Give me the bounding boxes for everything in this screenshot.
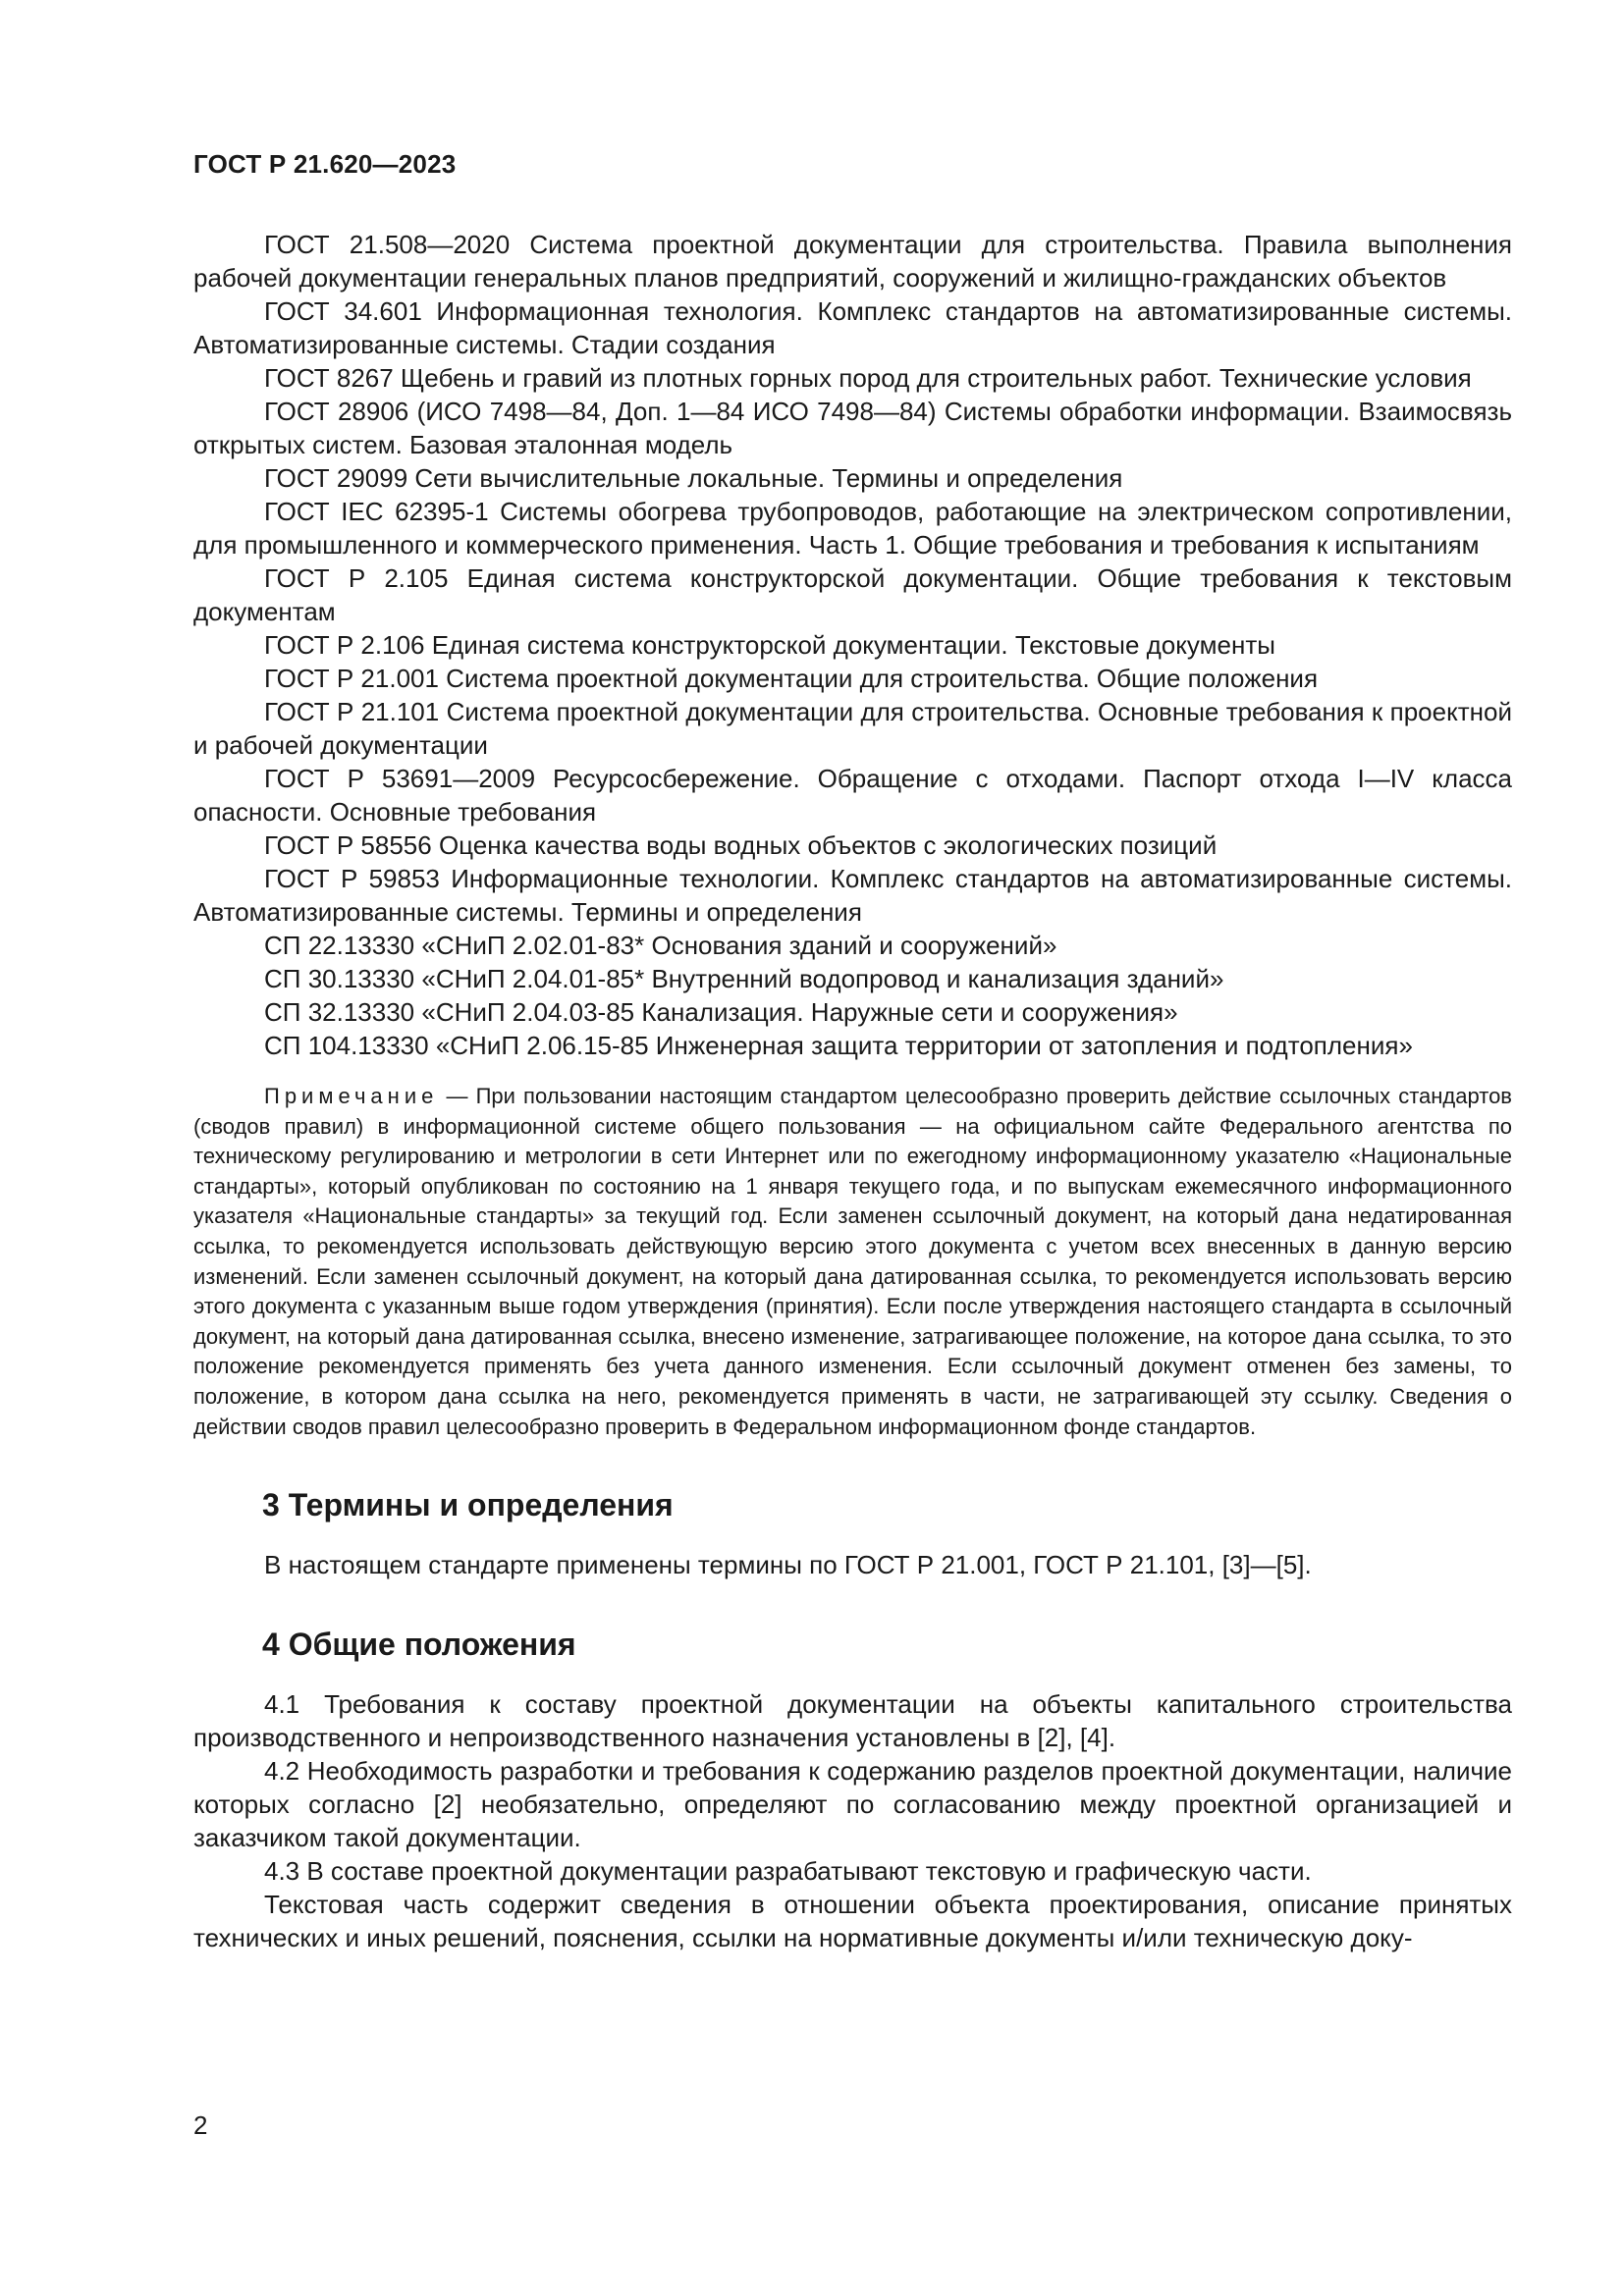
reference-item: ГОСТ 34.601 Информационная технология. Комплекс стандартов на автоматизированные системы. Автоматизированные системы. Стадии создания	[193, 296, 1512, 359]
reference-item: ГОСТ Р 59853 Информационные технологии. Комплекс стандартов на автоматизированные системы. Автоматизированные системы. Термины и определения	[193, 864, 1512, 927]
normative-references-list	[193, 228, 1512, 1062]
note-text: — При пользовании настоящим стандартом целесообразно проверить действие ссылочных стандартов (сводов правил) в информационной системе общего пользования — на официальном сайте Федерального агентства по техническому регулированию и метрологии в сети Интернет или по ежегодному информационному указателю «Национальные стандарты», который опубликован по состоянию на 1 января текущего года, и по выпускам ежемесячного информационного указателя «Национальные стандарты» за текущий год. Если заменен ссылочный документ, на который дана недатированная ссылка, то рекомендуется использовать действующую версию этого документа с учетом всех внесенных в данную версию изменений. Если заменен ссылочный документ, на который дана датированная ссылка, то рекомендуется использовать версию этого документа с указанным выше годом утверждения (принятия). Если после утверждения настоящего стандарта в ссылочный документ, на который дана датированная ссылка, внесено изменение, затрагивающее положение, на которое дана ссылка, то это положение рекомендуется применять без учета данного изменения. Если ссылочный документ отменен без замены, то положение, в котором дана ссылка на него, рекомендуется применять в части, не затрагивающей эту ссылку. Сведения о действии сводов правил целесообразно проверить в Федеральном информационном фонде стандартов.	[193, 1084, 1512, 1439]
page-content	[193, 228, 1512, 1954]
reference-item: ГОСТ Р 53691—2009 Ресурсосбережение. Обращение с отходами. Паспорт отхода I—IV класса опасности. Основные требования	[193, 764, 1512, 827]
reference-item: ГОСТ Р 2.106 Единая система конструкторской документации. Текстовые документы	[264, 630, 1275, 660]
reference-item: ГОСТ Р 58556 Оценка качества воды водных объектов с экологических позиций	[264, 830, 1218, 860]
reference-item: ГОСТ Р 2.105 Единая система конструкторской документации. Общие требования к текстовым документам	[193, 563, 1512, 626]
note-label: Примечание	[264, 1084, 439, 1108]
page-number: 2	[193, 2110, 208, 2140]
reference-item: ГОСТ 28906 (ИСО 7498—84, Доп. 1—84 ИСО 7498—84) Системы обработки информации. Взаимосвязь открытых систем. Базовая эталонная модель	[193, 397, 1512, 459]
reference-item: ГОСТ 29099 Сети вычислительные локальные. Термины и определения	[264, 463, 1123, 493]
reference-item: ГОСТ 21.508—2020 Система проектной документации для строительства. Правила выполнения рабочей документации генеральных планов предприятий, сооружений и жилищно-гражданских объектов	[193, 230, 1512, 293]
reference-item: ГОСТ Р 21.101 Система проектной документации для строительства. Основные требования к проектной и рабочей документации	[193, 697, 1512, 760]
reference-item: СП 104.13330 «СНиП 2.06.15-85 Инженерная защита территории от затопления и подтопления»	[264, 1031, 1413, 1060]
note-paragraph	[193, 1082, 1512, 1442]
reference-item: ГОСТ 8267 Щебень и гравий из плотных горных пород для строительных работ. Технические условия	[264, 363, 1472, 393]
reference-item: ГОСТ IEC 62395-1 Системы обогрева трубопроводов, работающие на электрическом сопротивлении, для промышленного и коммерческого применения. Часть 1. Общие требования и требования к испытаниям	[193, 497, 1512, 560]
clause-4-1: 4.1 Требования к составу проектной документации на объекты капитального строительства производственного и непроизводственного назначения установлены в [2], [4].	[193, 1689, 1512, 1753]
reference-item: СП 32.13330 «СНиП 2.04.03-85 Канализация. Наружные сети и сооружения»	[264, 997, 1178, 1027]
reference-item: СП 22.13330 «СНиП 2.02.01-83* Основания зданий и сооружений»	[264, 931, 1057, 960]
section-3-heading: 3 Термины и определения	[262, 1487, 674, 1523]
reference-item: СП 30.13330 «СНиП 2.04.01-85* Внутренний водопровод и канализация зданий»	[264, 964, 1224, 993]
section-3-text: В настоящем стандарте применены термины по ГОСТ Р 21.001, ГОСТ Р 21.101, [3]—[5].	[264, 1550, 1312, 1580]
section-4-heading: 4 Общие положения	[262, 1627, 576, 1663]
clause-4-3: 4.3 В составе проектной документации разрабатывают текстовую и графическую части.	[264, 1856, 1312, 1887]
running-header: ГОСТ Р 21.620—2023	[193, 149, 457, 179]
clause-4-2: 4.2 Необходимость разработки и требования к содержанию разделов проектной документации, наличие которых согласно [2] необязательно, определяют по согласованию между проектной организацией и заказчиком такой документации.	[193, 1756, 1512, 1853]
reference-item: ГОСТ Р 21.001 Система проектной документации для строительства. Общие положения	[264, 664, 1319, 693]
text-part-paragraph: Текстовая часть содержит сведения в отношении объекта проектирования, описание принятых технических и иных решений, пояснения, ссылки на нормативные документы и/или техническую доку-	[193, 1890, 1512, 1953]
